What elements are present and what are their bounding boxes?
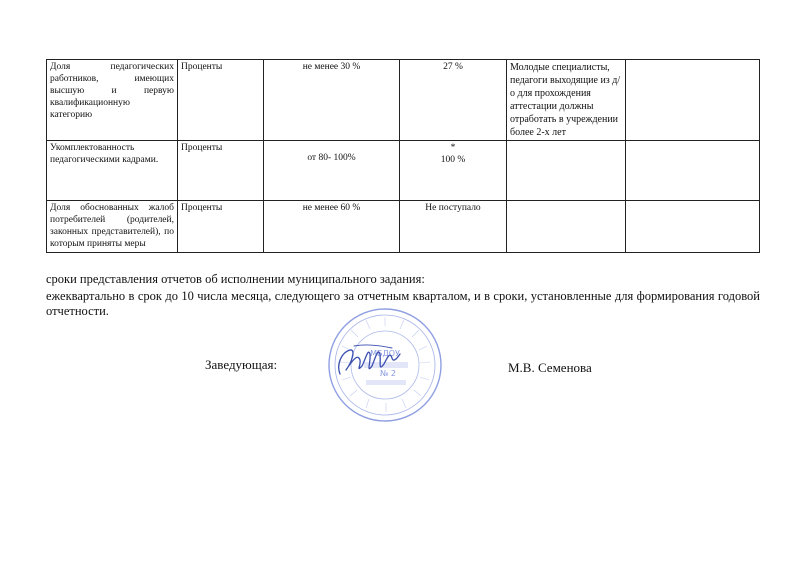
indicator-cell: Доля обоснованных жалоб потребителей (родителей, законных представителей), по которым приняты меры: [47, 201, 178, 253]
indicator-cell: Укомплектованность педагогическими кадрами.: [47, 141, 178, 201]
handwritten-signature-icon: [334, 340, 404, 385]
unit-cell: Проценты: [178, 141, 264, 201]
target-cell: не менее 60 %: [264, 201, 400, 253]
actual-cell: Не поступало: [400, 201, 507, 253]
table-row: [47, 141, 760, 201]
unit-cell: Проценты: [178, 201, 264, 253]
target-cell: [264, 141, 400, 201]
signatory-name: М.В. Семенова: [508, 360, 592, 375]
reason-cell: [507, 201, 626, 253]
target-cell: не менее 30 %: [264, 60, 400, 141]
report-table: [46, 59, 760, 253]
reason-cell: Молодые специалисты, педагоги выходящие из д/о для прохождения аттестации должны отработать в учреждении более 2-х лет: [507, 60, 626, 141]
table-row: [47, 60, 760, 141]
reporting-heading: сроки представления отчетов об исполнении муниципального задания:: [46, 272, 425, 286]
reason-cell: [507, 141, 626, 201]
source-cell: [626, 201, 760, 253]
actual-value: 100 %: [440, 155, 466, 165]
signatory-role: Заведующая:: [205, 357, 278, 372]
actual-mark: *: [450, 143, 456, 153]
reporting-text: ежеквартально в срок до 10 числа месяца, следующего за отчетным кварталом, и в сроки, установленные для формирования годовой отчетности.: [46, 289, 760, 318]
indicator-cell: Доля педагогических работников, имеющих высшую и первую квалификационную категорию: [47, 60, 178, 141]
stamp-text-1: МБДОУ: [370, 349, 400, 358]
source-cell: [626, 60, 760, 141]
actual-cell: 27 %: [400, 60, 507, 141]
unit-cell: Проценты: [178, 60, 264, 141]
source-cell: [626, 141, 760, 201]
stamp-text-2: № 2: [380, 369, 396, 378]
table-row: [47, 201, 760, 253]
target-value: от 80- 100%: [307, 153, 356, 163]
actual-cell: [400, 141, 507, 201]
